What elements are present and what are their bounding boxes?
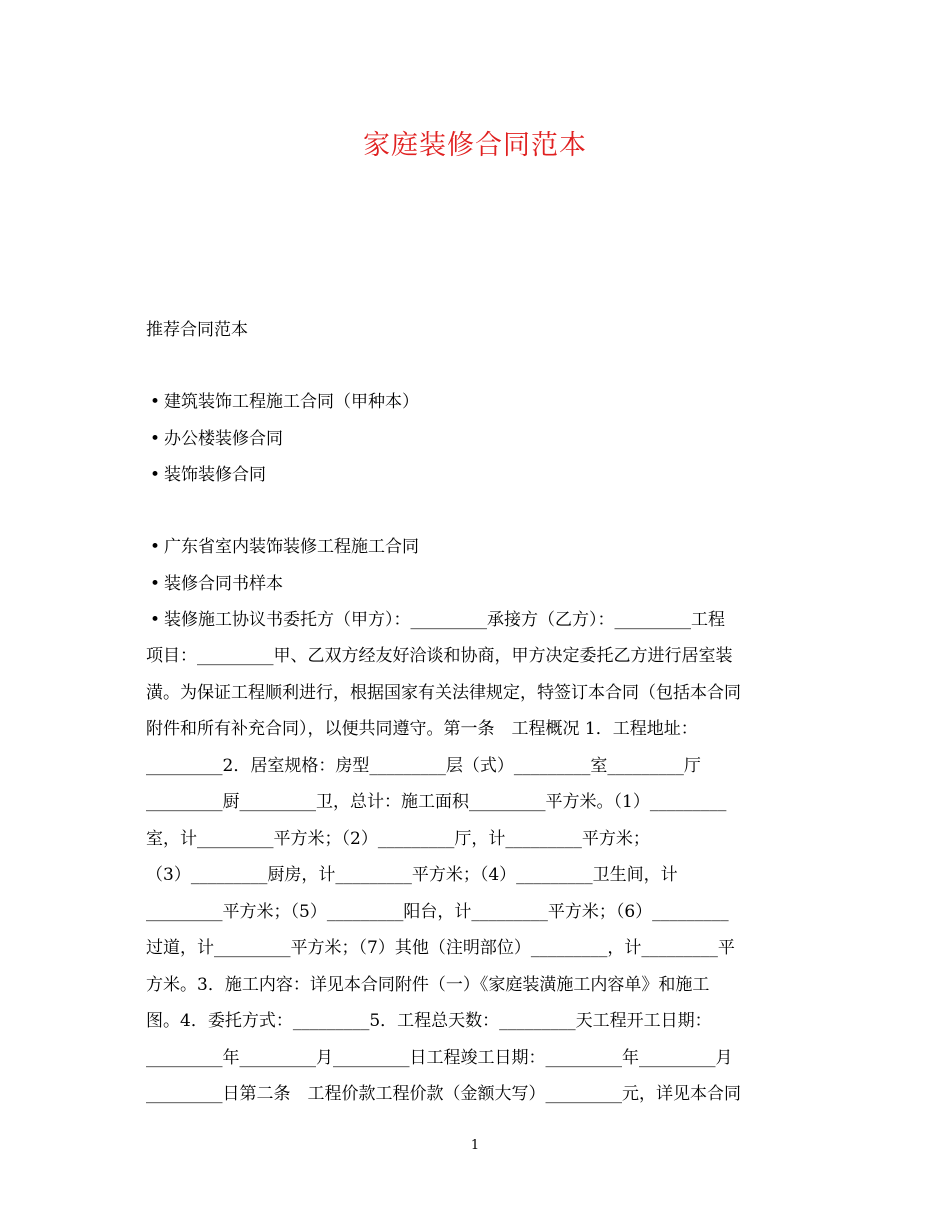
list-item-text: 装修施工协议书委托方（甲方）：_________承接方（乙方）：_________工程 <box>164 610 725 630</box>
body-line: _________2．居室规格：房型_________层（式）_________室_________厅 <box>146 755 701 776</box>
recommended-contracts-list-2 <box>146 529 806 639</box>
body-line: 图。4．委托方式：_________5．工程总天数：_________天工程开工日期： <box>146 1011 712 1031</box>
list-item[interactable] <box>146 529 806 566</box>
page-title: 家庭装修合同范本 <box>363 130 587 161</box>
body-line: _________日第二条 工程价款工程价款（金额大写）_________元，详见本合同 <box>146 1084 741 1104</box>
list-item-text: 装饰装修合同 <box>164 465 266 485</box>
body-line: 附件和所有补充合同），以便共同遵守。第一条 工程概况 1．工程地址： <box>146 719 698 739</box>
list-item[interactable] <box>146 602 806 639</box>
body-line: 潢。为保证工程顺利进行，根据国家有关法律规定，特签订本合同（包括本合同 <box>146 682 741 703</box>
bullet-icon: • <box>149 392 161 412</box>
bullet-icon: • <box>149 428 161 449</box>
list-item[interactable] <box>146 421 806 458</box>
contract-body <box>146 638 806 1113</box>
body-line: _________平方米；（5）_________阳台，计_________平方米；（6）_________ <box>146 901 729 922</box>
body-line: 项目：_________甲、乙双方经友好洽谈和协商，甲方决定委托乙方进行居室装 <box>146 646 733 666</box>
bullet-icon: • <box>149 610 161 630</box>
list-item-text: 广东省室内装饰装修工程施工合同 <box>164 537 419 557</box>
bullet-icon: • <box>149 465 161 485</box>
body-line: _________厨_________卫，总计：施工面积_________平方米。（1）_________ <box>146 792 727 812</box>
body-line: （3）_________厨房，计_________平方米；（4）_________卫生间，计 <box>146 865 678 885</box>
recommended-contracts-list-1 <box>146 384 806 494</box>
list-item[interactable] <box>146 457 806 494</box>
list-item[interactable] <box>146 384 806 421</box>
body-line: 室，计_________平方米；（2）_________厅，计_________平方米； <box>146 828 650 849</box>
list-item-text: 办公楼装修合同 <box>164 428 283 449</box>
list-item[interactable] <box>146 566 806 603</box>
section-heading: 推荐合同范本 <box>146 320 248 340</box>
body-line: _________年_________月_________日工程竣工日期：_________年_________月 <box>146 1047 733 1068</box>
body-line: 过道，计_________平方米；（7）其他（注明部位）_________，计_________平 <box>146 938 735 958</box>
bullet-icon: • <box>149 573 161 594</box>
list-item-text: 装修合同书样本 <box>164 573 283 594</box>
bullet-icon: • <box>149 537 161 557</box>
page-number: 1 <box>470 1138 480 1153</box>
body-line: 方米。3．施工内容：详见本合同附件（一）《家庭装潢施工内容单》和施工 <box>146 974 710 995</box>
list-item-text: 建筑装饰工程施工合同（甲种本） <box>164 392 419 412</box>
